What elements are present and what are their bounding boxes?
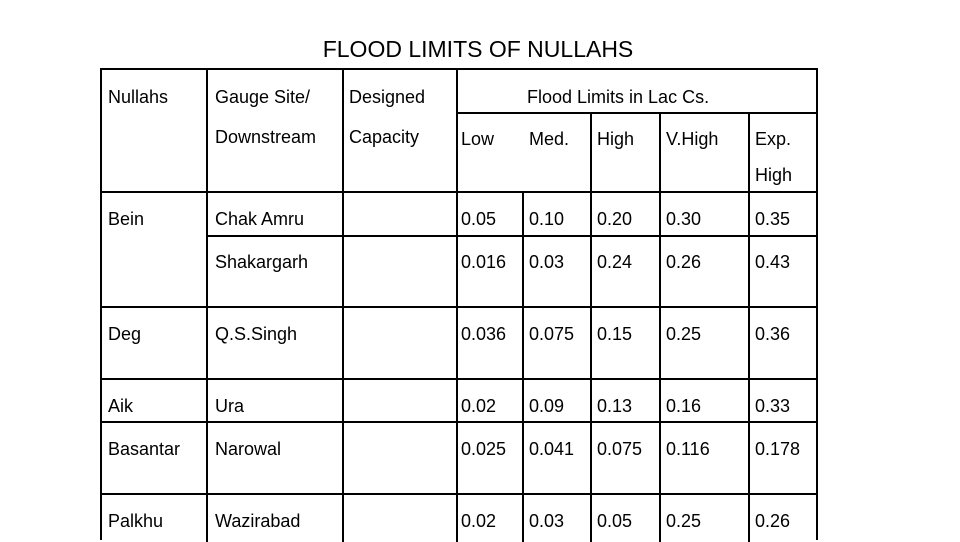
flood-limits-table: [100, 68, 818, 540]
cell-med: 0.041: [529, 439, 575, 459]
cell-high: 0.20: [597, 209, 633, 229]
cell-vhigh: 0.16: [666, 396, 702, 416]
header-flood-limits: Flood Limits in Lac Cs.: [527, 87, 710, 107]
cell-exp: 0.43: [755, 252, 791, 272]
header-med: Med.: [529, 129, 570, 149]
cell-exp: 0.26: [755, 511, 791, 531]
header-nullahs: Nullahs: [108, 87, 169, 107]
cell-low: 0.02: [461, 511, 497, 531]
cell-high: 0.13: [597, 396, 633, 416]
cell-low: 0.02: [461, 396, 497, 416]
header-capacity: Capacity: [349, 127, 420, 147]
cell-site: Narowal: [215, 439, 282, 459]
row-divider: [102, 421, 818, 423]
cell-med: 0.10: [529, 209, 565, 229]
column-divider: [206, 70, 208, 542]
cell-vhigh: 0.116: [666, 439, 710, 459]
header-exp-high: High: [755, 165, 793, 185]
cell-nullah: Bein: [108, 209, 145, 229]
header-exp: Exp.: [755, 129, 792, 149]
header-gauge-site: Gauge Site/: [215, 87, 311, 107]
cell-med: 0.09: [529, 396, 565, 416]
cell-high: 0.075: [597, 439, 643, 459]
page-title: FLOOD LIMITS OF NULLAHS: [322, 36, 634, 62]
column-divider: [342, 70, 344, 542]
cell-vhigh: 0.25: [666, 324, 702, 344]
cell-vhigh: 0.25: [666, 511, 702, 531]
cell-nullah: Aik: [108, 396, 134, 416]
column-divider: [456, 70, 458, 542]
cell-low: 0.036: [461, 324, 507, 344]
cell-exp: 0.33: [755, 396, 791, 416]
cell-med: 0.075: [529, 324, 575, 344]
row-divider: [457, 112, 818, 114]
row-divider: [102, 493, 818, 495]
header-vhigh: V.High: [666, 129, 719, 149]
cell-site: Chak Amru: [215, 209, 305, 229]
header-low: Low: [461, 129, 495, 149]
header-downstream: Downstream: [215, 127, 317, 147]
cell-nullah: Palkhu: [108, 511, 164, 531]
column-divider: [748, 112, 750, 542]
row-divider: [207, 235, 818, 237]
row-divider: [102, 378, 818, 380]
cell-low: 0.05: [461, 209, 497, 229]
cell-high: 0.05: [597, 511, 633, 531]
cell-med: 0.03: [529, 511, 565, 531]
cell-low: 0.016: [461, 252, 507, 272]
row-divider: [102, 306, 818, 308]
cell-site: Q.S.Singh: [215, 324, 298, 344]
cell-site: Shakargarh: [215, 252, 309, 272]
cell-site: Wazirabad: [215, 511, 301, 531]
cell-low: 0.025: [461, 439, 507, 459]
cell-nullah: Deg: [108, 324, 142, 344]
cell-exp: 0.178: [755, 439, 801, 459]
header-designed: Designed: [349, 87, 426, 107]
column-divider: [590, 112, 592, 542]
cell-vhigh: 0.26: [666, 252, 702, 272]
cell-exp: 0.35: [755, 209, 791, 229]
cell-exp: 0.36: [755, 324, 791, 344]
row-divider: [102, 191, 818, 193]
cell-high: 0.24: [597, 252, 633, 272]
column-divider: [522, 191, 524, 542]
cell-vhigh: 0.30: [666, 209, 702, 229]
cell-nullah: Basantar: [108, 439, 181, 459]
cell-med: 0.03: [529, 252, 565, 272]
cell-site: Ura: [215, 396, 245, 416]
cell-high: 0.15: [597, 324, 633, 344]
header-high: High: [597, 129, 635, 149]
column-divider: [659, 112, 661, 542]
